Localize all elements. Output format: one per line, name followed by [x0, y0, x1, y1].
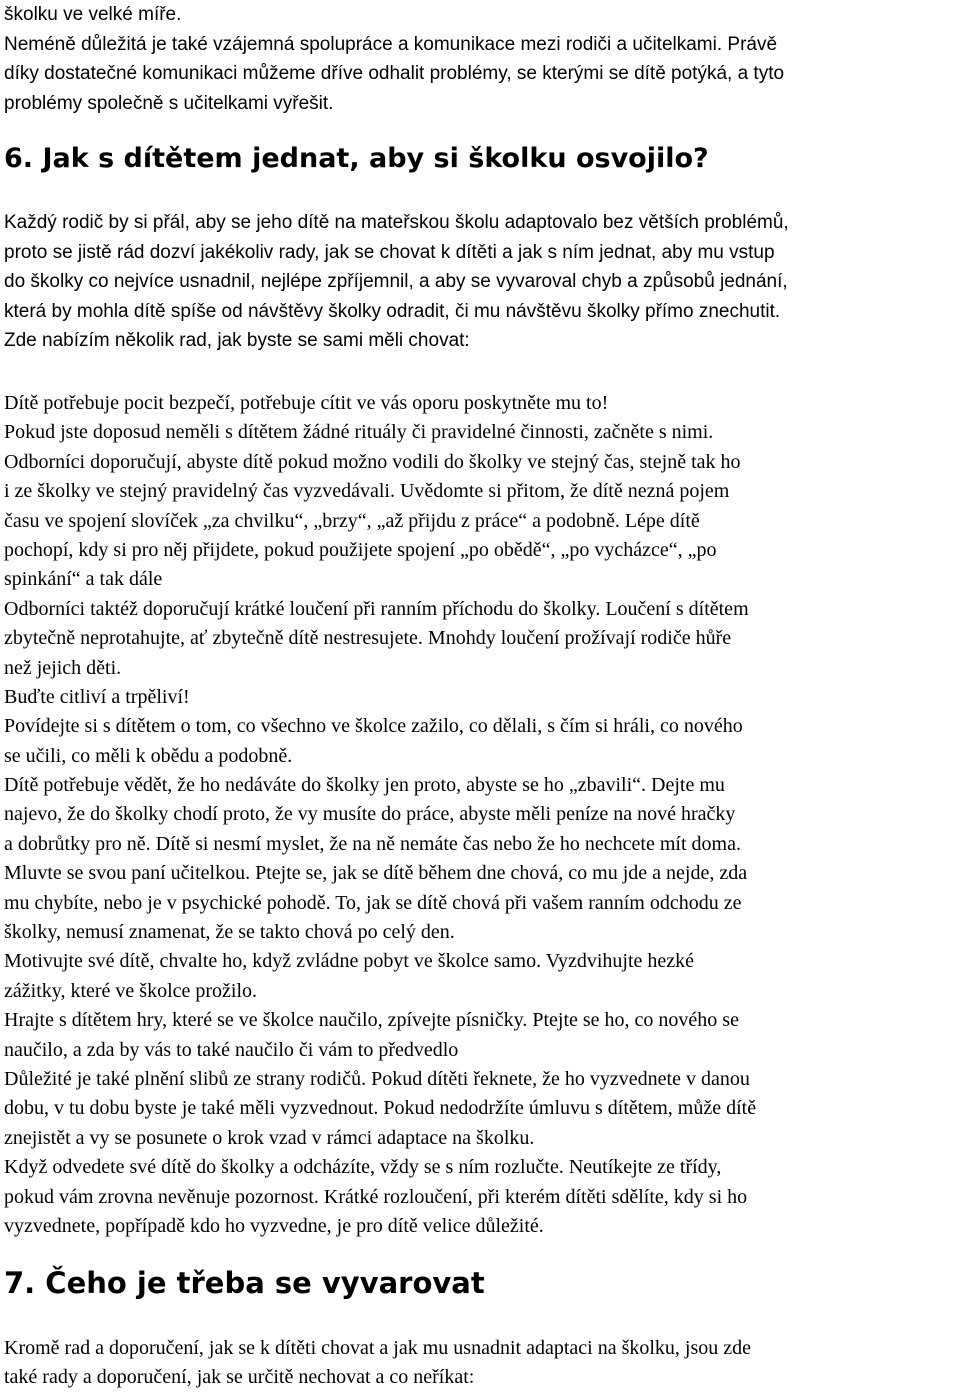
advice-line: školky, nemusí znamenat, že se takto chová po celý den. [4, 921, 455, 944]
section-heading-7: 7. Čeho je třeba se vyvarovat [4, 1266, 485, 1300]
advice-line: zbytečně neprotahujte, ať zbytečně dítě nestresujete. Mnohdy loučení prožívají rodiče hůře [4, 627, 732, 650]
advice-line: vyzvednete, popřípadě kdo ho vyzvedne, je pro dítě velice důležité. [4, 1214, 544, 1237]
advice-line: dobu, v tu dobu byste je také měli vyzvednout. Pokud nedodržíte úmluvu s dítětem, může dítě [4, 1097, 757, 1120]
advice-line: Důležité je také plnění slibů ze strany rodičů. Pokud dítěti řeknete, že ho vyzvednete v danou [4, 1067, 750, 1090]
advice-list [4, 389, 756, 1241]
advice-line: Dítě potřebuje vědět, že ho nedáváte do školky jen proto, abyste se ho „zbavili“. Dejte mu [4, 774, 725, 797]
advice-line: Hrajte s dítětem hry, které se ve školce naučilo, zpívejte písničky. Ptejte se ho, co nového se [4, 1009, 739, 1032]
advice-line: Mluvte se svou paní učitelkou. Ptejte se, jak se dítě během dne chová, co mu jde a nejde, zda [4, 862, 748, 885]
advice-line: Dítě potřebuje pocit bezpečí, potřebuje cítit ve vás oporu poskytněte mu to! [4, 392, 609, 414]
advice-line: času ve spojení slovíček „za chvilku“, „brzy“, „až přijdu z práce“ a podobně. Lépe dítě [4, 509, 700, 532]
text-line: díky dostatečné komunikaci můžeme dříve odhalit problémy, se kterými se dítě potýká, a tyto [4, 63, 785, 85]
advice-line: Pokud jste doposud neměli s dítětem žádné rituály či pravidelné činnosti, začněte s nimi. [4, 421, 714, 444]
advice-line: Když odvedete své dítě do školky a odcházíte, vždy se s ním rozlučte. Neutíkejte ze třídy, [4, 1156, 722, 1179]
text-line: Zde nabízím několik rad, jak byste se sami měli chovat: [4, 330, 470, 352]
section-7-paragraph [4, 1334, 751, 1393]
text-line: proto se jistě rád dozví jakékoliv rady, jak se chovat k dítěti a jak s ním jednat, aby mu vstup [4, 241, 775, 263]
advice-line: pochopí, kdy si pro něj přijdete, pokud použijete spojení „po obědě“, „po vycházce“, „po [4, 538, 717, 561]
advice-line: zážitky, které ve školce prožilo. [4, 979, 258, 1002]
text-line: problémy společně s učitelkami vyřešit. [4, 92, 334, 114]
advice-line: pokud vám zrovna nevěnuje pozornost. Krátké rozloučení, při kterém dítěti sdělíte, kdy si ho [4, 1185, 748, 1208]
text-line: školku ve velké míře. [4, 4, 182, 25]
advice-line: naučilo, a zda by vás to také naučilo či vám to předvedlo [4, 1038, 459, 1061]
text-line: Kromě rad a doporučení, jak se k dítěti chovat a jak mu usnadnit adaptaci na školku, jsou zde [4, 1337, 752, 1359]
advice-line: Odborníci doporučují, abyste dítě pokud možno vodili do školky ve stejný čas, stejně tak ho [4, 450, 741, 473]
advice-line: znejistět a vy se posunete o krok vzad v rámci adaptace na školku. [4, 1126, 535, 1149]
section-heading-6: 6. Jak s dítětem jednat, aby si školku osvojilo? [4, 143, 709, 174]
advice-line: spinkání“ a tak dále [4, 568, 163, 591]
advice-line: a dobrůtky pro ně. Dítě si nesmí myslet, že na ně nemáte čas nebo že ho nechcete mít doma. [4, 832, 741, 855]
text-line: která by mohla dítě spíše od návštěvy školky odradit, či mu návštěvu školky přímo znechutit. [4, 300, 781, 322]
intro-paragraph [4, 0, 784, 118]
text-line: Každý rodič by si přál, aby se jeho dítě na mateřskou školu adaptovalo bez větších problémů, [4, 212, 789, 233]
advice-line: najevo, že do školky chodí proto, že vy musíte do práce, abyste měli peníze na nové hračky [4, 803, 736, 826]
advice-line: Buďte citliví a trpěliví! [4, 685, 190, 708]
section-6-paragraph [4, 208, 789, 356]
advice-line: i ze školky ve stejný pravidelný čas vyzvedávali. Uvědomte si přitom, že dítě nezná pojem [4, 480, 730, 503]
text-line: také rady a doporučení, jak se určitě nechovat a co neříkat: [4, 1366, 475, 1389]
advice-line: Odborníci taktéž doporučují krátké loučení při ranním příchodu do školky. Loučení s dítětem [4, 597, 749, 620]
advice-line: Povídejte si s dítětem o tom, co všechno ve školce zažilo, co dělali, s čím si hráli, co nového [4, 715, 743, 738]
advice-line: Motivujte své dítě, chvalte ho, když zvládne pobyt ve školce samo. Vyzdvihujte hezké [4, 950, 695, 973]
advice-line: se učili, co měli k obědu a podobně. [4, 744, 293, 767]
advice-line: mu chybíte, nebo je v psychické pohodě. To, jak se dítě chová při vašem ranním odchodu ze [4, 891, 742, 914]
text-line: Neméně důležitá je také vzájemná spolupráce a komunikace mezi rodiči a učitelkami. Právě [4, 33, 778, 55]
advice-line: než jejich děti. [4, 656, 122, 679]
text-line: do školky co nejvíce usnadnil, nejlépe zpříjemnil, a aby se vyvaroval chyb a způsobů jednání, [4, 271, 788, 293]
